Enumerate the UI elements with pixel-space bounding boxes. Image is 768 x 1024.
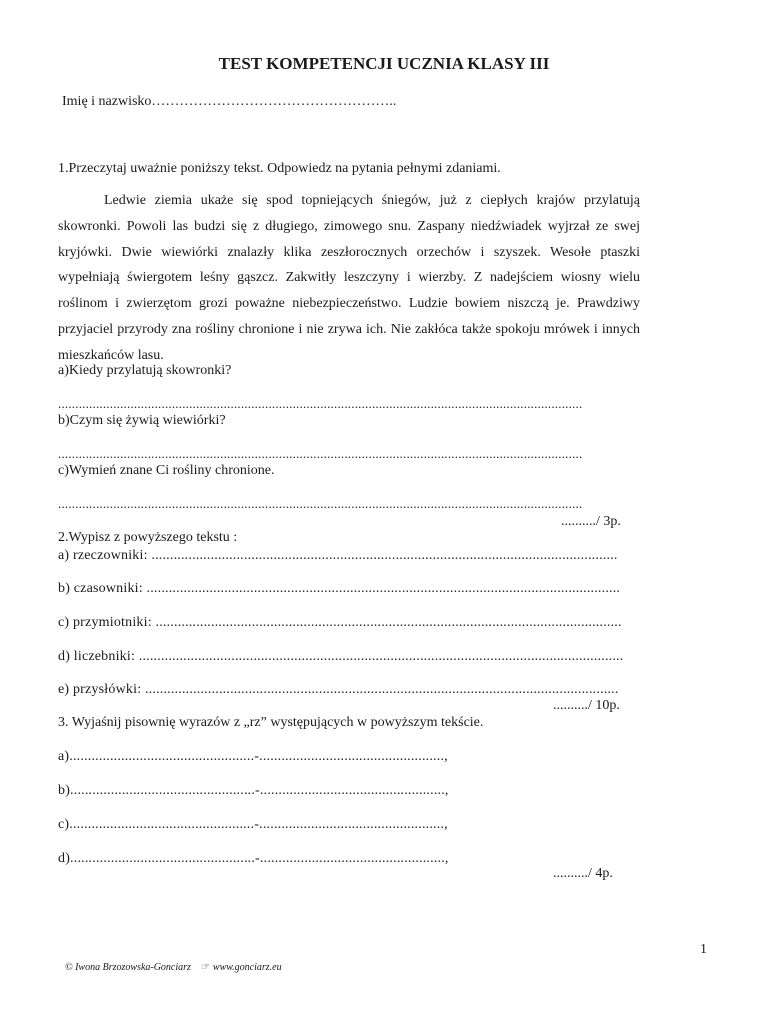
footer-url[interactable]: www.gonciarz.eu [212, 962, 282, 973]
task2-heading: 2.Wypisz z powyższego tekstu : [58, 530, 238, 545]
task3-score: ........../ 4p. [553, 866, 613, 881]
reading-passage [58, 188, 640, 369]
answer-line-c[interactable]: ........................................................................................................................................................ [58, 496, 583, 511]
task1-score: ........../ 3p. [561, 514, 621, 529]
task1-heading: 1.Przeczytaj uważnie poniższy tekst. Odpowiedz na pytania pełnymi zdaniami. [58, 161, 501, 176]
answer-line-a[interactable]: ........................................................................................................................................................ [58, 396, 583, 411]
numerals-line[interactable]: d) liczebniki: ................................................................................................................................... [58, 649, 624, 664]
question-b: b)Czym się żywią wiewiórki? [58, 413, 226, 428]
verbs-line[interactable]: b) czasowniki: ................................................................................................................................ [58, 581, 621, 596]
nouns-line[interactable]: a) rzeczowniki: .............................................................................................................................. [58, 548, 618, 563]
rz-line-d[interactable]: d)..................................................-.................................................., [58, 851, 449, 866]
adjectives-line[interactable]: c) przymiotniki: .............................................................................................................................. [58, 615, 622, 630]
rz-line-a[interactable]: a)..................................................-.................................................., [58, 749, 448, 764]
adverbs-line[interactable]: e) przysłówki: ................................................................................................................................ [58, 682, 619, 697]
name-line: Imię i nazwisko…………………………………………….. [62, 94, 397, 109]
passage-text: Ledwie ziemia ukaże się spod topniejących śniegów, już z ciepłych krajów przylatują skowronki. Powoli las budzi się z długiego, zimowego snu. Zaspany niedźwiadek wyjrzał ze swej kryjówki. Dwie wiewiórki znalazły klika zeszłorocznych orzechów i szyszek. Wesołe ptaszki wypełniają świergotem leśny gąszcz. Zakwitły leszczyny i wierzby. Z nadejściem wiosny wielu roślinom i zwierzętom grozi poważne niebezpieczeństwo. Ludzie bowiem niszczą je. Prawdziwy przyjaciel przyrody zna rośliny chronione i nie zrywa ich. Nie zakłóca także spokoju mrówek i innych mieszkańców lasu. [58, 193, 640, 363]
question-a: a)Kiedy przylatują skowronki? [58, 363, 232, 378]
footer [60, 951, 282, 973]
rz-line-b[interactable]: b)..................................................-.................................................., [58, 783, 449, 798]
page-title: TEST KOMPETENCJI UCZNIA KLASY III [218, 54, 550, 73]
task2-score: ........../ 10p. [553, 698, 620, 713]
rz-line-c[interactable]: c)..................................................-.................................................., [58, 817, 448, 832]
pointing-hand-icon: ☞ [200, 962, 210, 973]
answer-line-b[interactable]: ........................................................................................................................................................ [58, 446, 583, 461]
page-number: 1 [700, 942, 707, 957]
question-c: c)Wymień znane Ci rośliny chronione. [58, 463, 275, 478]
footer-author: © Iwona Brzozowska-Gonciarz [65, 962, 191, 973]
task3-heading: 3. Wyjaśnij pisownię wyrazów z „rz” występujących w powyższym tekście. [58, 715, 484, 730]
